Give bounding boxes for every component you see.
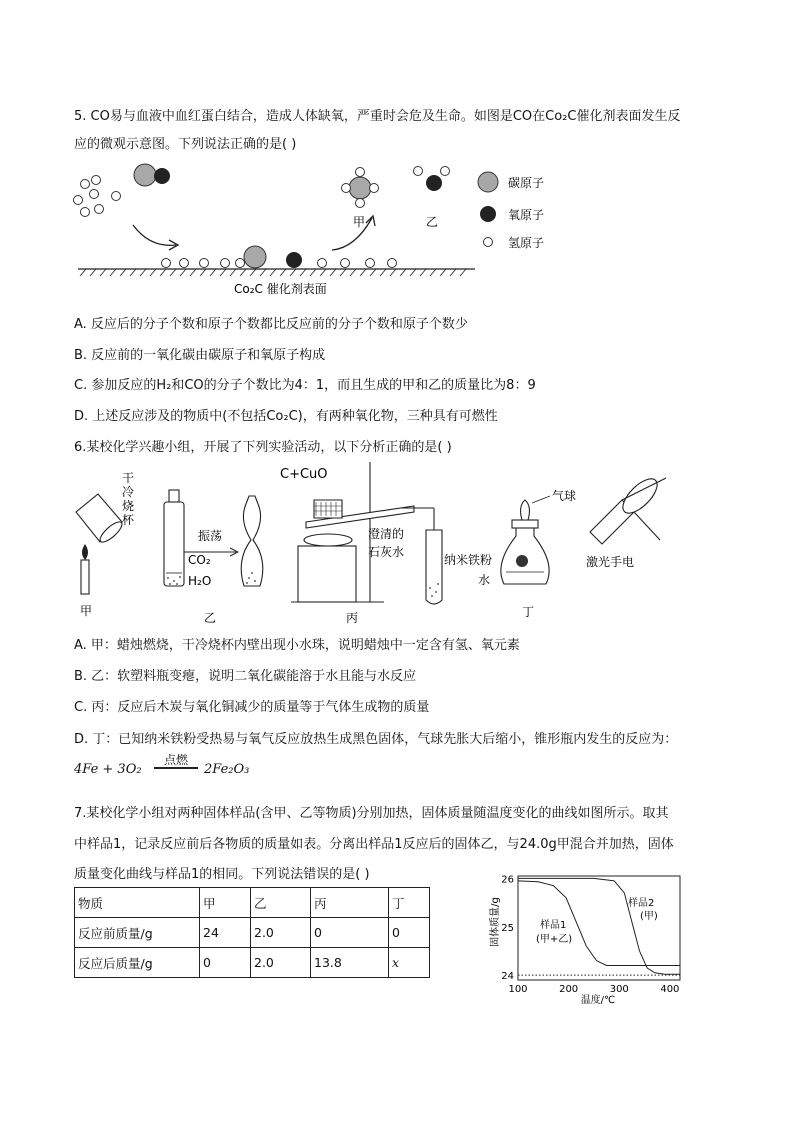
series1-label-b: (甲+乙): [536, 934, 573, 945]
y-tick-label: 24: [501, 971, 514, 983]
table-cell: x: [389, 948, 430, 978]
q5-stem-line1: 5. CO易与血液中血红蛋白结合，造成人体缺氧，严重时会危及生命。如图是CO在Co₂C催化剂表面发生反: [74, 109, 681, 124]
q5-option-a: A. 反应后的分子个数和原子个数都比反应前的分子个数和原子个数少: [74, 317, 468, 332]
legend-hydrogen: 氢原子: [508, 236, 545, 250]
ding-water: 水: [478, 573, 491, 587]
chart-ylabel: 固体质量/g: [490, 897, 501, 947]
q6-option-c: C. 丙：反应后木炭与氧化铜减少的质量等于气体生成物的质量: [74, 700, 430, 715]
ding-iron: 纳米铁粉: [444, 553, 493, 567]
jia-cup-char4: 杯: [122, 513, 135, 527]
q6-equation-right: 2Fe₂O₃: [204, 762, 250, 777]
bing-lime-2: 石灰水: [368, 545, 405, 559]
bing-top: C+CuO: [280, 467, 328, 482]
yi-h2o: H₂O: [188, 574, 212, 588]
laser-label: 激光手电: [586, 555, 635, 569]
q6-equation-bar: [154, 768, 198, 769]
chart-xlabel: 温度/℃: [580, 995, 616, 1006]
table-cell: 2.0: [251, 948, 311, 978]
ding-balloon: 气球: [552, 489, 577, 503]
jia-label: 甲: [80, 604, 93, 618]
table-row: [75, 948, 430, 978]
table-header: 乙: [251, 888, 311, 918]
table-cell: 0: [311, 918, 389, 948]
table-header: 甲: [200, 888, 251, 918]
q7-stem-line2: 中样品1，记录反应前后各物质的质量如表。分离出样品1反应后的固体乙，与24.0g甲混合并加热，固体: [74, 837, 674, 852]
bing-lime-1: 澄清的: [368, 527, 405, 541]
yi-co2: CO₂: [188, 553, 211, 567]
q6-option-d: D. 丁：已知纳米铁粉受热易与氧气反应放热生成黑色固体，气球先胀大后缩小，锥形瓶内发生的反应为：: [74, 732, 678, 747]
ding-label: 丁: [522, 605, 535, 619]
q5-option-d: D. 上述反应涉及的物质中(不包括Co₂C)，有两种氧化物，三种具有可燃性: [74, 409, 498, 424]
y-tick-label: 26: [501, 874, 514, 886]
q7-mass-table: [74, 887, 430, 978]
y-tick-label: 25: [501, 922, 514, 934]
table-cell: 0: [389, 918, 430, 948]
q7-stem-line1: 7.某校化学小组对两种固体样品(含甲、乙等物质)分别加热，固体质量随温度变化的曲线如图所示。取其: [74, 806, 669, 821]
table-cell: 13.8: [311, 948, 389, 978]
yi-shake: 振荡: [198, 529, 223, 543]
yi-label: 乙: [204, 611, 217, 625]
table-cell: 2.0: [251, 918, 311, 948]
x-tick-label: 100: [508, 984, 528, 995]
table-cell: 反应后质量/g: [75, 948, 200, 978]
table-header: 物质: [75, 888, 200, 918]
legend-oxygen: 氧原子: [508, 208, 545, 222]
jia-cup-char2: 冷: [122, 485, 135, 499]
q6-option-a: A. 甲：蜡烛燃烧，干冷烧杯内壁出现小水珠，说明蜡烛中一定含有氢、氧元素: [74, 638, 520, 653]
table-header: 丙: [311, 888, 389, 918]
jia-cup-char3: 烧: [122, 499, 135, 513]
table-header-row: [75, 888, 430, 918]
series2-label-b: (甲): [640, 911, 658, 922]
x-tick-label: 200: [559, 984, 579, 995]
jia-cup-char1: 干: [122, 471, 135, 485]
series2-label-a: 样品2: [628, 898, 655, 909]
q7-stem-line3: 质量变化曲线与样品1的相同。下列说法错误的是( ): [74, 867, 370, 882]
q6-option-b: B. 乙：软塑料瓶变瘪，说明二氧化碳能溶于水且能与水反应: [74, 669, 417, 684]
q5-stem-line2: 应的微观示意图。下列说法正确的是( ): [74, 137, 297, 152]
q5-option-b: B. 反应前的一氧化碳由碳原子和氧原子构成: [74, 348, 326, 363]
q7-mass-temperature-chart: [478, 866, 693, 1006]
table-header: 丁: [389, 888, 430, 918]
label-jia: 甲: [353, 215, 366, 229]
q6-equation-condition: 点燃: [154, 754, 198, 768]
series1-label-a: 样品1: [540, 920, 567, 931]
surface-label: Co₂C 催化剂表面: [234, 282, 327, 296]
q6-figure: [66, 460, 666, 628]
legend-carbon: 碳原子: [508, 176, 545, 190]
table-cell: 0: [200, 948, 251, 978]
q5-option-c: C. 参加反应的H₂和CO的分子个数比为4：1，而且生成的甲和乙的质量比为8：9: [74, 378, 536, 393]
table-cell: 反应前质量/g: [75, 918, 200, 948]
q6-equation-left: 4Fe + 3O₂: [74, 762, 142, 777]
x-tick-label: 300: [609, 984, 629, 995]
bing-label: 丙: [346, 611, 359, 625]
x-tick-label: 400: [660, 984, 680, 995]
q6-stem: 6.某校化学兴趣小组，开展了下列实验活动，以下分析正确的是( ): [74, 440, 452, 455]
table-cell: 24: [200, 918, 251, 948]
q5-figure: [70, 160, 570, 300]
label-yi: 乙: [426, 215, 439, 229]
table-row: [75, 918, 430, 948]
